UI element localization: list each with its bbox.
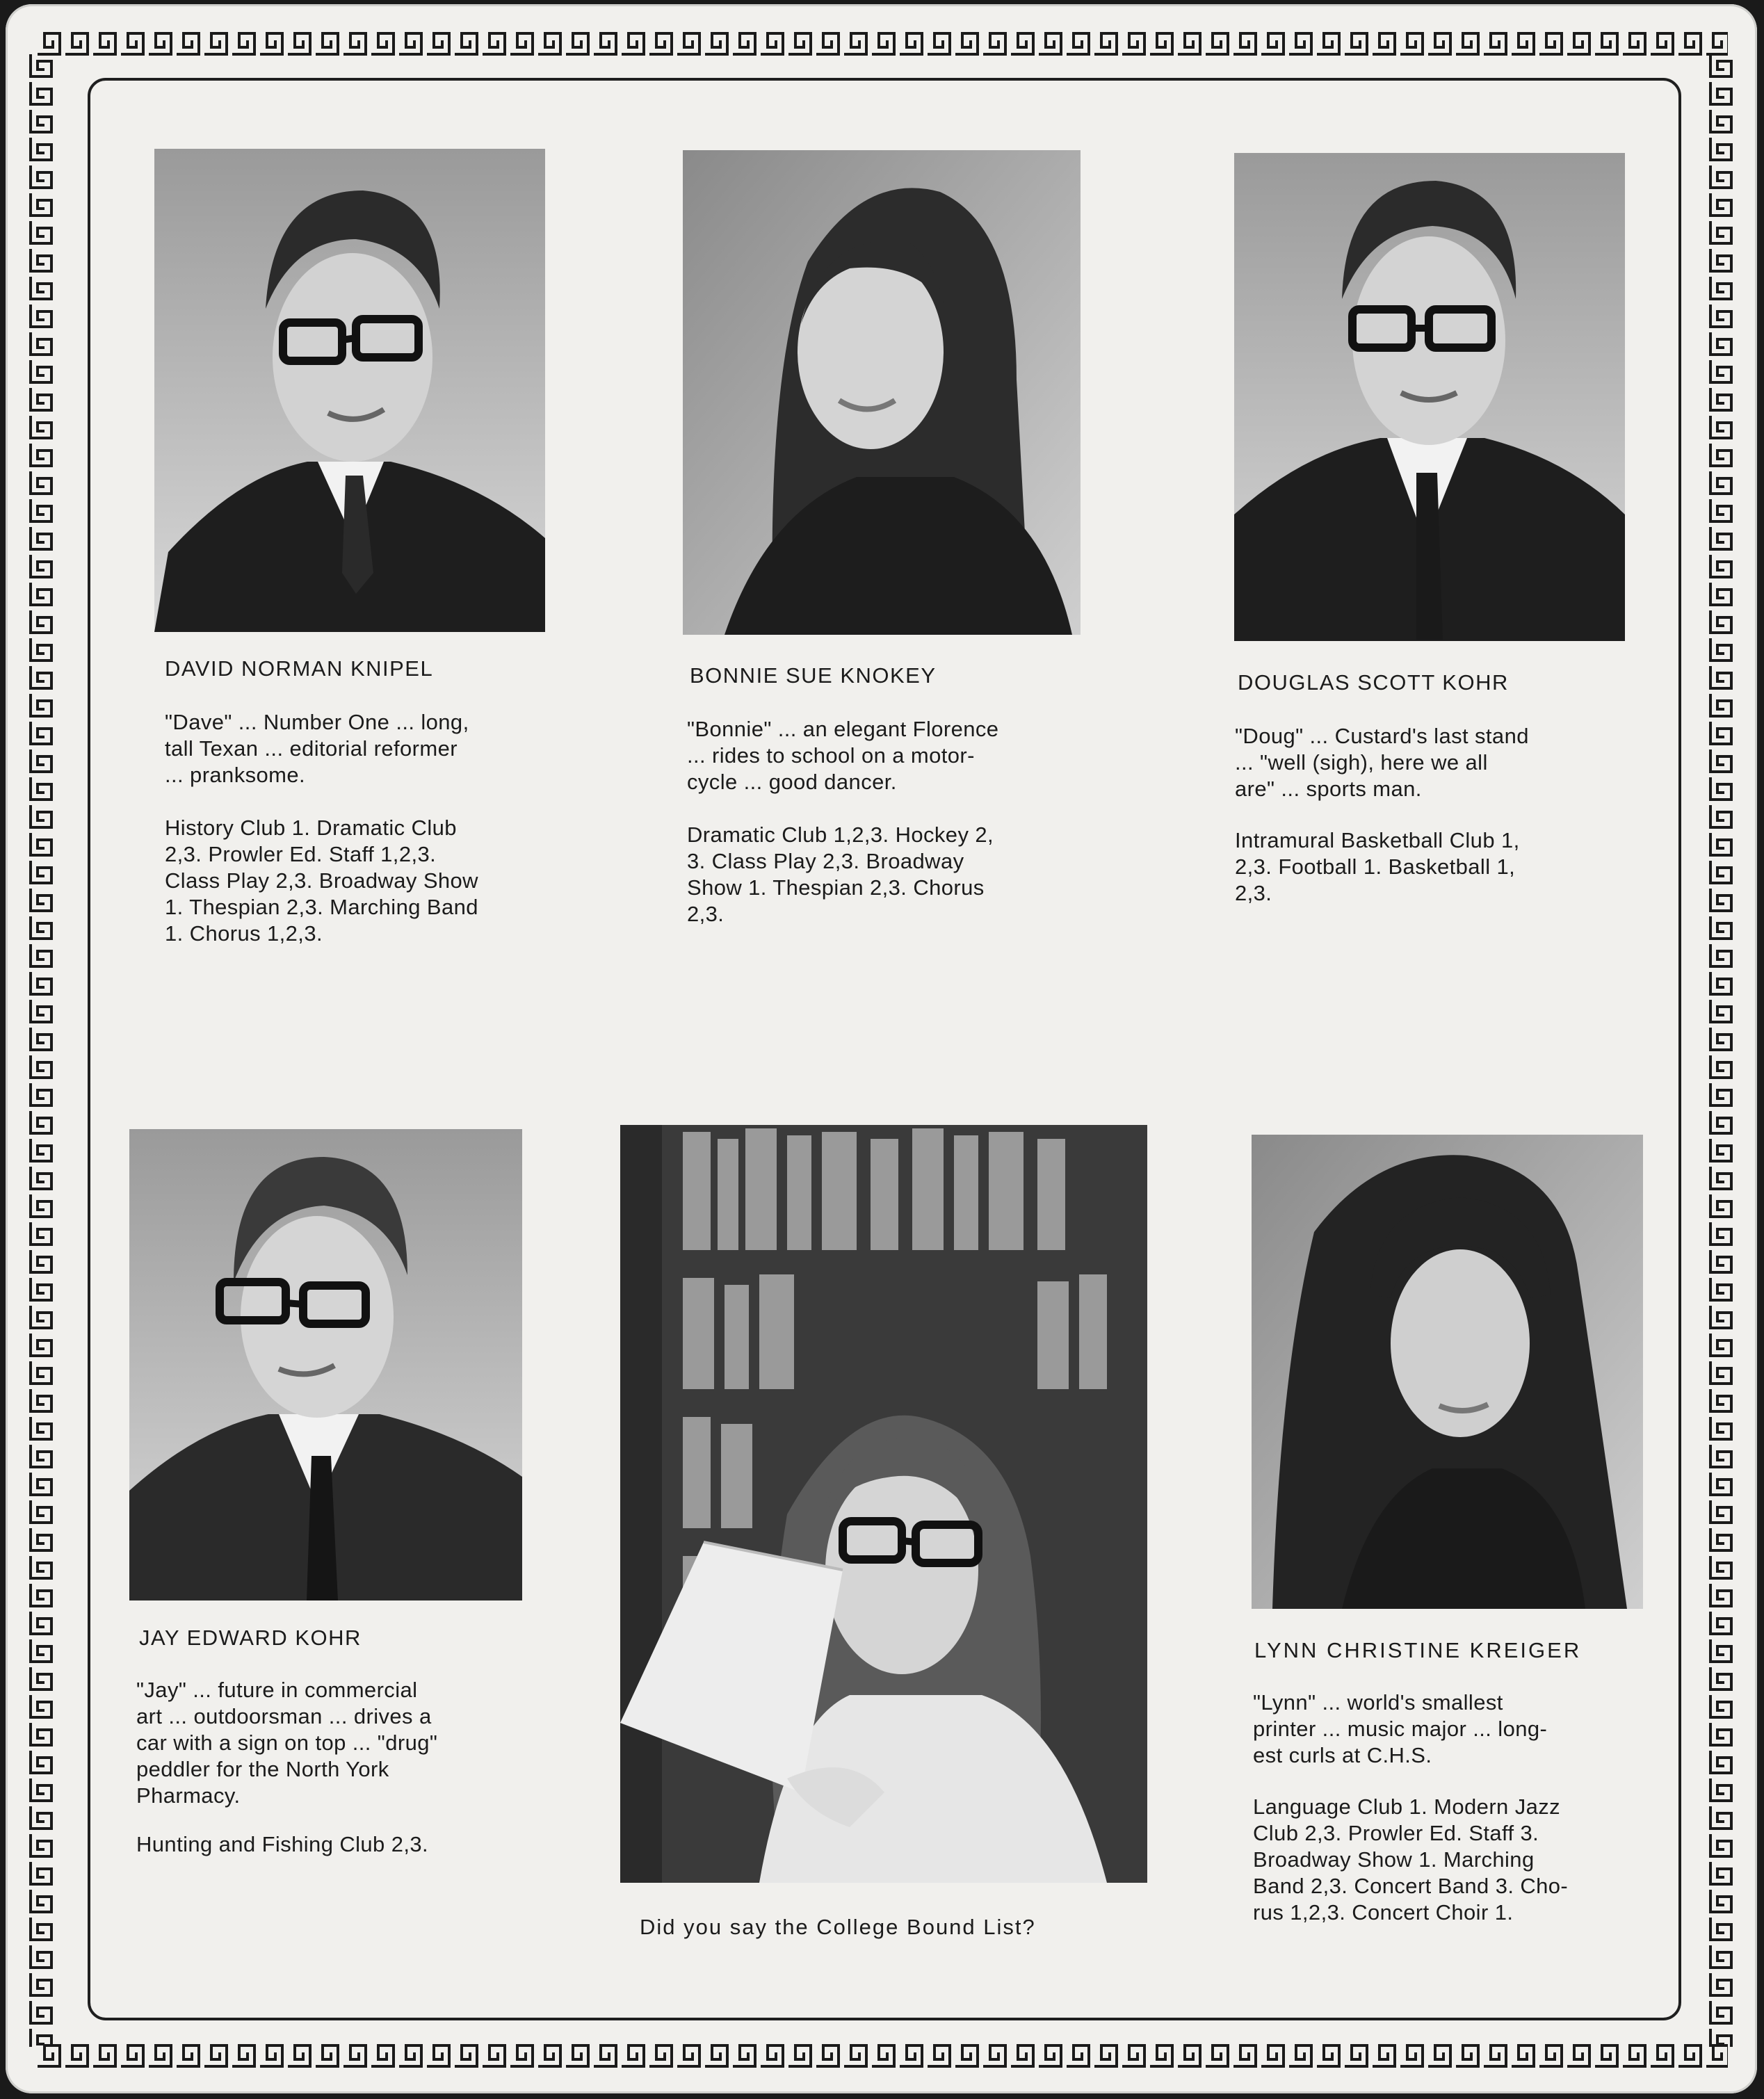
student-bio-lynn: "Lynn" ... world's smallest printer ... music major ... long- est curls at C.H.S. [1253, 1690, 1548, 1767]
yearbook-page [6, 4, 1757, 2093]
student-name-douglas: DOUGLAS SCOTT KOHR [1238, 670, 1509, 695]
portrait-david-knipel [154, 149, 545, 632]
student-bio-jay: "Jay" ... future in commercial art ... outdoorsman ... drives a car with a sign on top ... "drug" peddler for the North York Pharmacy. [136, 1678, 438, 1808]
greek-key-border-bottom [36, 2041, 1728, 2069]
portrait-douglas-kohr [1234, 153, 1625, 641]
student-name-david: DAVID NORMAN KNIPEL [165, 656, 434, 681]
student-activities-douglas: Intramural Basketball Club 1, 2,3. Football 1. Basketball 1, 2,3. [1235, 828, 1520, 905]
greek-key-border-left [28, 53, 56, 2047]
student-bio-douglas: "Doug" ... Custard's last stand ... "well (sigh), here we all are" ... sports man. [1235, 724, 1529, 801]
candid-library-photo [620, 1125, 1147, 1883]
portrait-jay-kohr [129, 1129, 522, 1600]
student-name-jay: JAY EDWARD KOHR [139, 1626, 362, 1650]
portrait-bonnie-knokey [683, 150, 1081, 635]
student-activities-jay: Hunting and Fishing Club 2,3. [136, 1832, 429, 1856]
student-bio-david: "Dave" ... Number One ... long, tall Texan ... editorial reformer ... pranksome. [165, 710, 469, 787]
greek-key-border-right [1708, 53, 1735, 2047]
student-bio-bonnie: "Bonnie" ... an elegant Florence ... rides to school on a motor- cycle ... good dancer. [687, 717, 999, 794]
candid-photo-caption: Did you say the College Bound List? [640, 1915, 1036, 1939]
student-name-bonnie: BONNIE SUE KNOKEY [690, 663, 937, 688]
student-activities-lynn: Language Club 1. Modern Jazz Club 2,3. Prowler Ed. Staff 3. Broadway Show 1. Marching Band 2,3. Concert Band 3. Cho- rus 1,2,3. Concert Choir 1. [1253, 1794, 1569, 1924]
student-activities-bonnie: Dramatic Club 1,2,3. Hockey 2, 3. Class Play 2,3. Broadway Show 1. Thespian 2,3. Chorus 2,3. [687, 822, 994, 926]
student-name-lynn: LYNN CHRISTINE KREIGER [1254, 1638, 1582, 1662]
portrait-lynn-kreiger [1252, 1135, 1643, 1609]
greek-key-border-top [36, 29, 1728, 57]
student-activities-david: History Club 1. Dramatic Club 2,3. Prowler Ed. Staff 1,2,3. Class Play 2,3. Broadway Show 1. Thespian 2,3. Marching Band 1. Chorus 1,2,3. [165, 816, 478, 946]
